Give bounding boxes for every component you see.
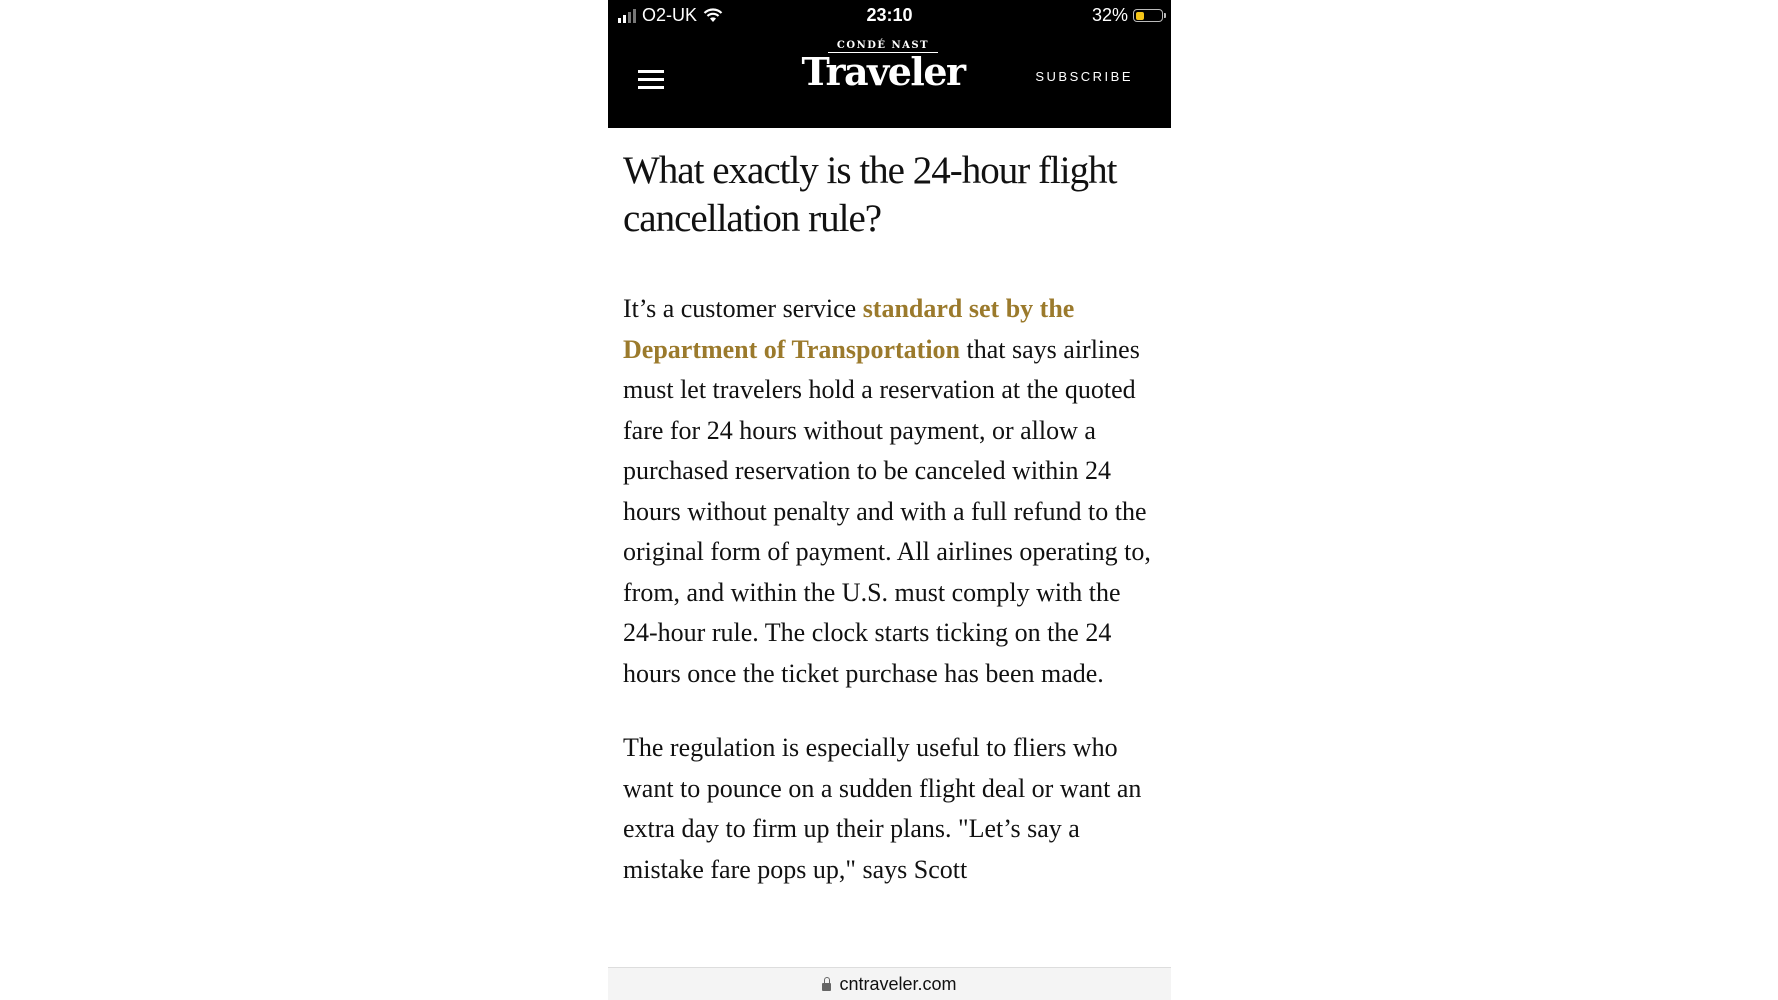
browser-url-bar[interactable]	[608, 967, 1171, 1000]
battery-icon	[1133, 9, 1163, 22]
url-domain: cntraveler.com	[839, 973, 957, 994]
carrier-name: O2-UK	[642, 5, 698, 25]
article-headline: What exactly is the 24-hour flight cancellation rule?	[623, 149, 1117, 240]
site-header	[608, 0, 1171, 128]
subscribe-button[interactable]: SUBSCRIBE	[1035, 69, 1133, 84]
site-logo[interactable]	[788, 40, 978, 94]
paragraph-text: It’s a customer service	[623, 294, 863, 323]
status-time: 23:10	[866, 5, 913, 25]
logo-publisher: CONDÉ NAST	[828, 40, 938, 53]
article-paragraph	[623, 289, 1158, 694]
battery-percent: 32%	[1091, 5, 1128, 25]
battery-fill	[1136, 12, 1144, 20]
article-body	[623, 147, 1158, 890]
article-paragraph: The regulation is especially useful to fliers who want to pounce on a sudden flight deal or want an extra day to firm up their plans. "Let’s say a mistake fare pops up," says Scott	[623, 733, 1142, 884]
phone-screen	[608, 0, 1171, 1000]
status-bar	[608, 0, 1171, 32]
dot-standard-link[interactable]: standard set by the Department of Transportation	[623, 294, 1075, 364]
lock-icon	[822, 983, 831, 991]
hamburger-menu-icon[interactable]	[638, 70, 664, 90]
logo-name: Traveler	[801, 49, 965, 94]
paragraph-text: that says airlines must let travelers hold a reservation at the quoted fare for 24 hours without payment, or allow a purchased reservation to be canceled within 24 hours without penalty and with a full refund to the original form of payment. All airlines operating to, from, and within the U.S. must comply with the 24-hour rule. The clock starts ticking on the 24 hours once the ticket purchase has been made.	[623, 334, 1151, 688]
status-right	[1092, 5, 1163, 26]
